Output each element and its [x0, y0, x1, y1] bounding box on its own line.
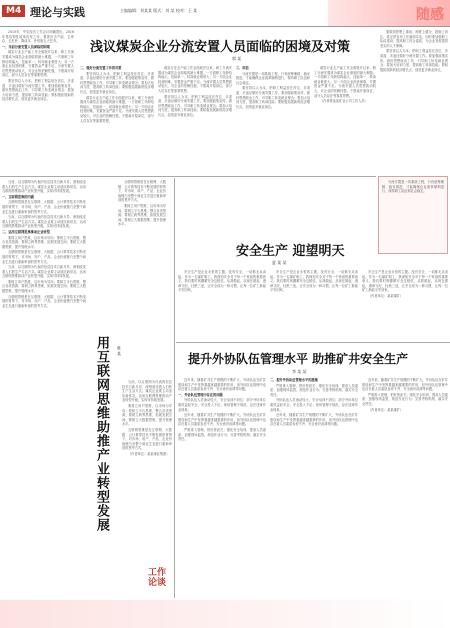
article4-column-2 [270, 378, 358, 598]
article4-byline: 李 某 某 [292, 369, 307, 374]
article1-byline: 郭 某 [232, 56, 242, 61]
article1-body-5: 要坚持以人为本，把职工利益放在首位，多渠道、多途径做好分流安置工作。要加强政策宣传，做好思想政治工作，引导职工转变就业观念；要加大培训力度，提高职工转岗技能；要积极拓展新的经济增长点，创造更多就业岗位。 [158, 94, 232, 117]
sidebar-column [380, 30, 448, 170]
header-rule [0, 26, 450, 27]
article2-body-3e: 互联网思维是在互联网、大数据、云计算等技术不断发展的背景下，对市场、用户、产品、企业价值链乃至整个商业生态进行重新审视的思考方式。 [2, 294, 86, 308]
article3-column-2 [270, 270, 358, 336]
article1-body-cont: 要坚持以人为本，把职工利益放在首位，多渠道、多途径做好分流安置工作。要加强政策宣传，做好思想政治工作，引导职工转变就业观念；要加大培训力度，提高职工转岗技能；要积极拓展新的经济增长点，创造更多就业岗位。 [2, 78, 74, 102]
article1-body-7: 要坚持以人为本，把职工利益放在首位，多渠道、多途径做好分流安置工作。要加强政策宣传，做好思想政治工作，引导职工转变就业观念；要加大培训力度，提高职工转岗技能；要积极拓展新的经济增长点，创造更多就业岗位。 [236, 86, 310, 109]
article1-column-1 [2, 30, 74, 166]
article4-body-2: 外协队伍人员流动性大，安全培训不到位；部分外协单位重效益轻安全，安全投入不足；现场管理不规范，存在违章作业现象。 [178, 398, 266, 412]
article4-subheading-2: 二、提升外协队伍管理水平的措施 [270, 378, 318, 382]
article4-body-3b: 外协队伍人员流动性大，安全培训不到位；部分外协单位重效益轻安全，安全投入不足；现场管理不规范，存在违章作业现象。 [270, 398, 358, 412]
divider-3 [176, 342, 450, 343]
article2-body: 当前，以互联网为代表的信息技术日新月异，深刻改变着人们的生产生活方式。煤炭企业要主动适应新常态，运用互联网思维推动产业转型升级，实现可持续发展。 [2, 180, 86, 194]
article3-body: 安全生产是企业永恒的主题。没有安全，一切都无从谈起。作为一名煤矿职工，我深知安全对于每一个家庭的重要意义。我们要时刻绷紧安全这根弦，从我做起，从现在做起，遵章守纪，杜绝三违，让安全成为一种习惯，让每一位矿工都能平安回家。 [178, 270, 266, 293]
article4-headline: 提升外协队伍管理水平 助推矿井安全生产 [188, 352, 409, 366]
article2-body-2b: 当前，以互联网为代表的信息技术日新月异，深刻改变着人们的生产生活方式。煤炭企业要主动适应新常态，运用互联网思维推动产业转型升级，实现可持续发展。 [2, 215, 86, 229]
header-band [328, 0, 450, 26]
header-band-text: 随感 [416, 7, 444, 23]
article4-column-3 [362, 378, 448, 598]
article1-body-4: 煤炭行业去产能工作全面展开以来，职工分流安置成为煤炭企业面临的最大难题。一方面职工年龄结构偏大，技能单一，转岗就业难度大；另一方面企业经营困难，安置资金严重不足。分流安置人员思想波动较大，对企业的依赖性强，不愿离开原岗位，部分人员存在等靠要思想。 [158, 66, 232, 93]
section-title: 理论与实践 [30, 6, 85, 19]
article2-column-3 [122, 380, 172, 596]
article2-note: （作者单位：某某煤业集团） [128, 451, 170, 456]
article2-column-2 [118, 180, 166, 330]
article2-column-1 [2, 180, 86, 596]
article3-headline: 安全生产 迎望明天 [236, 244, 345, 259]
sidebar-body-2: 要坚持以人为本，把职工利益放在首位，多渠道、多途径做好分流安置工作。要加强政策宣传，做好思想政治工作，引导职工转变就业观念；要加大培训力度，提高职工转岗技能；要积极拓展新的经济增长点，创造更多就业岗位。 [380, 49, 448, 72]
article3-column-3 [362, 270, 448, 336]
divider-1 [0, 176, 376, 177]
article2-body-4: 互联网思维是在互联网、大数据、云计算等技术不断发展的背景下，对市场、用户、产品、企业价值链乃至整个商业生态进行重新审视的思考方式。 [118, 180, 166, 203]
article2-subheading-1: 一、互联网思维的内涵 [2, 194, 34, 199]
article4-subheading-1: 一、外协队伍管理中存在的问题 [178, 392, 223, 397]
article1-note: （作者系某某矿业公司工作人员） [320, 99, 368, 104]
article4-body-3: 严格准入管理，把好资质关；强化安全培训，提高人员素质；加强现场监管，规范作业行为；完善考核机制，落实安全责任。 [270, 383, 358, 397]
article1-body-8: 煤炭行业去产能工作全面展开以来，职工分流安置成为煤炭企业面临的最大难题。一方面职工年龄结构偏大，技能单一，转岗就业难度大；另一方面企业经营困难，安置资金严重不足。分流安置人员思想波动较大，对企业的依赖性强，不愿离开原岗位，部分人员存在等靠要思想。 [314, 66, 376, 98]
article4-body-2b: 近年来，随着矿井生产规模的不断扩大，外协队伍在矿井建设和生产中发挥着越来越重要的作用，但外协队伍管理中也存在着人员素质参差不齐、安全意识淡薄等问题。 [178, 413, 266, 427]
article3-byline: 夏 某 某 [272, 260, 287, 265]
article2-subheading-2: 二、运用互联网思维推动企业转型 [2, 229, 50, 234]
article3-note: （作者单位：某某煤矿） [368, 293, 404, 298]
article4-note: （作者单位：某某煤矿） [368, 407, 404, 412]
article4-body-4: 近年来，随着矿井生产规模的不断扩大，外协队伍在矿井建设和生产中发挥着越来越重要的作用，但外协队伍管理中也存在着人员素质参差不齐、安全意识淡薄等问题。 [362, 378, 448, 392]
article1-headline: 浅议煤炭企业分流安置人员面临的困境及对策 [90, 40, 351, 55]
article2-body-3d: 要树立用户思维，以市场为导向；要树立平台思维，整合各类资源；要树立跨界思维，拓展发展空间；要树立大数据思维，提升管理水平。 [2, 279, 86, 294]
article2-byline: 陈 某 [117, 346, 122, 356]
article1-column-4 [236, 66, 310, 170]
article4-body-2c: 严格准入管理，把好资质关；强化安全培训，提高人员素质；加强现场监管，规范作业行为；完善考核机制，落实安全责任。 [178, 427, 266, 442]
article1-column-5 [314, 66, 376, 170]
article1-column-3 [158, 66, 232, 170]
article3-body-3: 安全生产是企业永恒的主题。没有安全，一切都无从谈起。作为一名煤矿职工，我深知安全对于每一个家庭的重要意义。我们要时刻绷紧安全这根弦，从我做起，从现在做起，遵章守纪，杜绝三违，让安全成为一种习惯，让每一位矿工都能平安回家。 [362, 270, 448, 293]
article4-column-1 [178, 378, 266, 598]
page-header [0, 0, 450, 26]
article4-body-5: 严格准入管理，把好资质关；强化安全培训，提高人员素质；加强现场监管，规范作业行为；完善考核机制，落实安全责任。 [362, 392, 448, 406]
article3-body-2: 安全生产是企业永恒的主题。没有安全，一切都无从谈起。作为一名煤矿职工，我深知安全对于每一个家庭的重要意义。我们要时刻绷紧安全这根弦，从我做起，从现在做起，遵章守纪，杜绝三违，让安全成为一种习惯，让每一位矿工都能平安回家。 [270, 270, 358, 293]
article2-body-7: 要树立用户思维，以市场为导向；要树立平台思维，整合各类资源；要树立跨界思维，拓展发展空间；要树立大数据思维，提升管理水平。 [122, 403, 172, 427]
article2-body-2: 互联网思维是在互联网、大数据、云计算等技术不断发展的背景下，对市场、用户、产品、企业价值链乃至整个商业生态进行重新审视的思考方式。 [2, 200, 86, 214]
article2-headline: 用互联网思维助推产业转型发展 [94, 336, 109, 532]
article4-body: 近年来，随着矿井生产规模的不断扩大，外协队伍在矿井建设和生产中发挥着越来越重要的作用，但外协队伍管理中也存在着人员素质参差不齐、安全意识淡薄等问题。 [178, 378, 266, 392]
editor-info: 主编编辑：刘某某 版式：刘 某 校对：王 某 [120, 8, 198, 13]
article1-subheading-3: 三、结语 [236, 66, 249, 70]
article1-body-2: 要坚持以人为本，把职工利益放在首位，多渠道、多途径做好分流安置工作。要加强政策宣传，做好思想政治工作，引导职工转变就业观念；要加大培训力度，提高职工转岗技能；要积极拓展新的经济增长点，创造更多就业岗位。 [80, 71, 154, 94]
article2-body-6: 当前，以互联网为代表的信息技术日新月异，深刻改变着人们的生产生活方式。煤炭企业要主动适应新常态，运用互联网思维推动产业转型升级，实现可持续发展。 [122, 380, 172, 403]
article1-intro: 2015年，中央经济工作会议明确提出，2016年是结构性改革攻坚之年，要抓好去产能、去库存、去杠杆、降成本、补短板五大任务。 [2, 30, 74, 44]
work-forum-badge: 工作 论谈 [148, 568, 167, 588]
divider-2 [174, 178, 175, 598]
article2-body-3b: 互联网思维是在互联网、大数据、云计算等技术不断发展的背景下，对市场、用户、产品、企业价值链乃至整个商业生态进行重新审视的思考方式。 [2, 250, 86, 264]
footer-band [0, 600, 450, 628]
article1-body: 煤炭行业去产能工作全面展开以来，职工分流安置成为煤炭企业面临的最大难题。一方面职工年龄结构偏大，技能单一，转岗就业难度大；另一方面企业经营困难，安置资金严重不足。分流安置人员思想波动较大，对企业的依赖性强，不愿离开原岗位，部分人员存在等靠要思想。 [2, 50, 74, 78]
article1-subheading-1: 一、当前分流安置人员面临的困境 [2, 44, 50, 49]
article2-body-3c: 当前，以互联网为代表的信息技术日新月异，深刻改变着人们的生产生活方式。煤炭企业要主动适应新常态，运用互联网思维推动产业转型升级，实现可持续发展。 [2, 265, 86, 279]
sidebar-body: 要做到思想上重视、制度上健全、措施上到位，真正把各项工作落到实处。同时要加强职工队伍建设，提高职工综合素质，为企业发展提供坚实的人才保障。 [380, 30, 448, 48]
page-number-tag: M4 [2, 5, 25, 17]
article3-column-1 [178, 270, 266, 336]
article1-body-6: 分流安置是一项系统工程，只有统筹兼顾、稳妥推进，才能确保企业改革顺利进行，保持职工队伍和社会稳定。 [236, 71, 310, 85]
article4-body-3c: 近年来，随着矿井生产规模的不断扩大，外协队伍在矿井建设和生产中发挥着越来越重要的作用，但外协队伍管理中也存在着人员素质参差不齐、安全意识淡薄等问题。 [270, 413, 358, 427]
article1-column-2 [80, 66, 154, 170]
article1-subheading-2: 二、做好分流安置工作的对策 [80, 66, 122, 70]
article1-body-3: 煤炭行业去产能工作全面展开以来，职工分流安置成为煤炭企业面临的最大难题。一方面职工年龄结构偏大，技能单一，转岗就业难度大；另一方面企业经营困难，安置资金严重不足。分流安置人员思想波动较大，对企业的依赖性强，不愿离开原岗位，部分人员存在等靠要思想。 [80, 95, 154, 123]
sidebar-box-body: 分流安置是一项系统工程，只有统筹兼顾、稳妥推进，才能确保企业改革顺利进行，保持职工队伍和社会稳定。 [382, 180, 444, 194]
sidebar-box [378, 176, 448, 254]
article2-body-5: 要树立用户思维，以市场为导向；要树立平台思维，整合各类资源；要树立跨界思维，拓展发展空间；要树立大数据思维，提升管理水平。 [118, 203, 166, 227]
article2-body-3: 要树立用户思维，以市场为导向；要树立平台思维，整合各类资源；要树立跨界思维，拓展发展空间；要树立大数据思维，提升管理水平。 [2, 235, 86, 249]
article2-body-7b: 互联网思维是在互联网、大数据、云计算等技术不断发展的背景下，对市场、用户、产品、企业价值链乃至整个商业生态进行重新审视的思考方式。 [122, 427, 172, 451]
sidebar-box-text [382, 180, 444, 220]
